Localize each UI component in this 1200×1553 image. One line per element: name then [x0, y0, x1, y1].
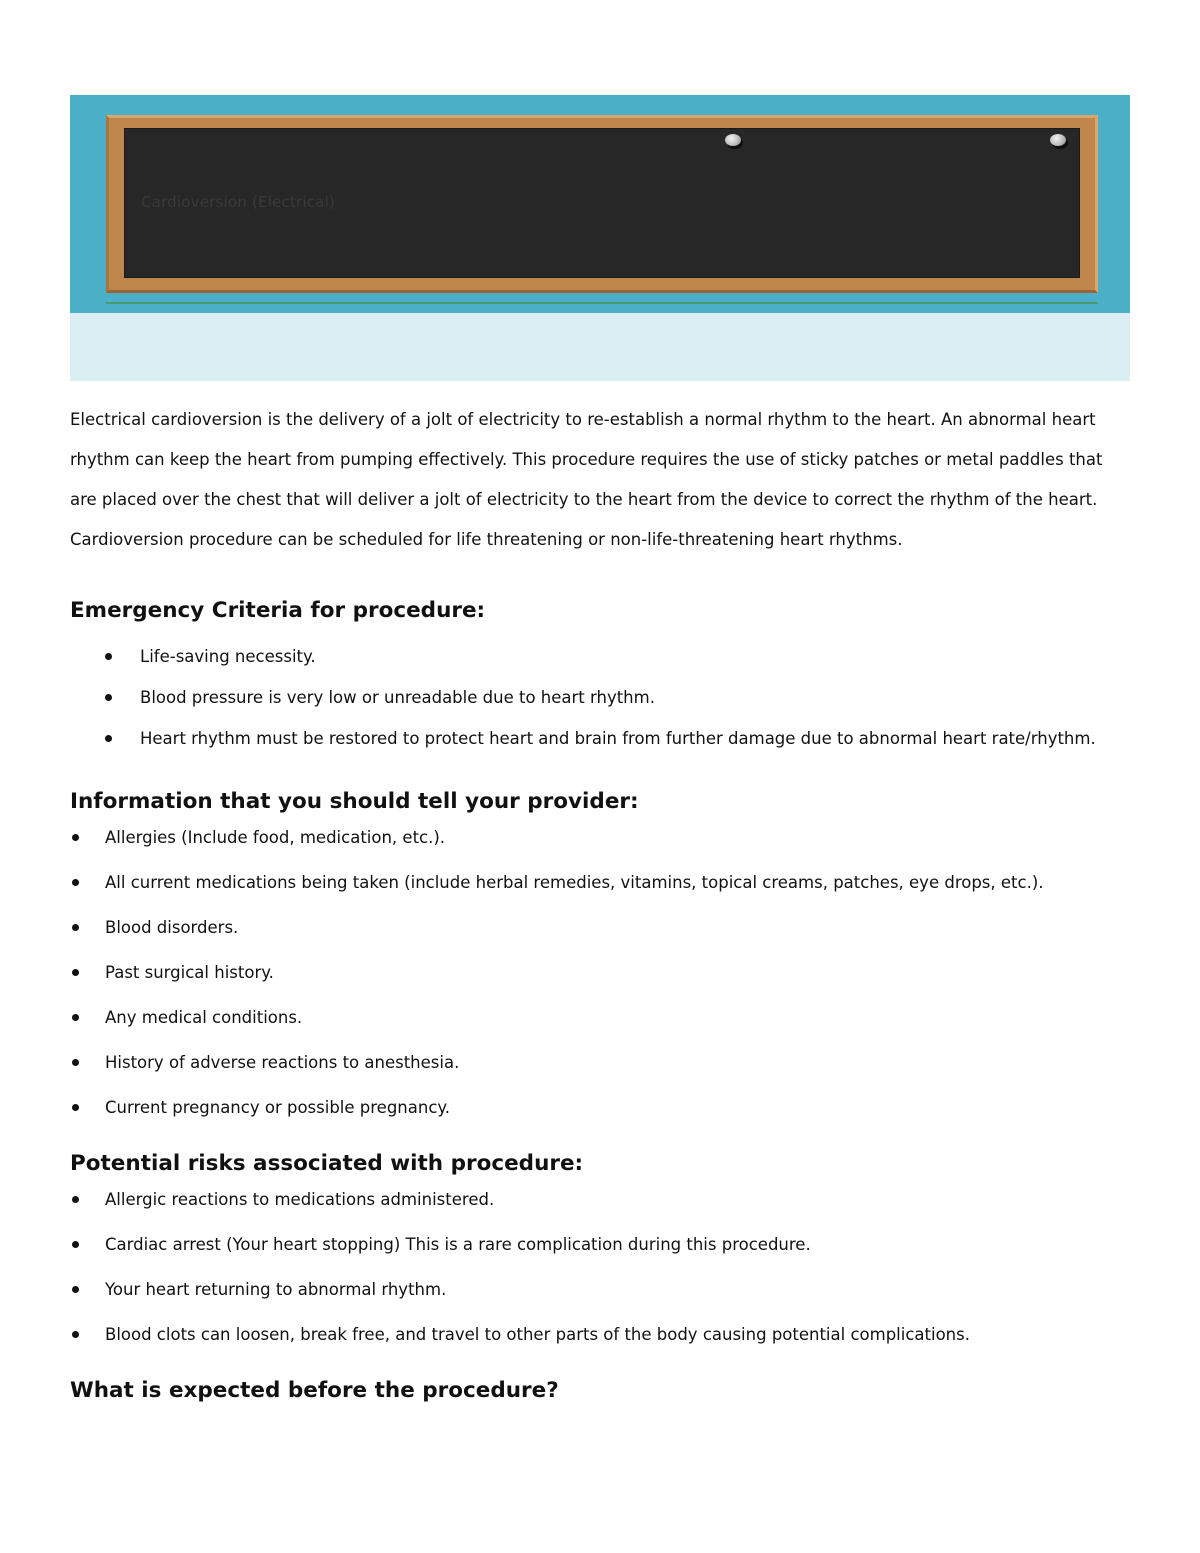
info-heading: Information that you should tell your provider:: [70, 789, 639, 814]
list-item: Past surgical history.: [70, 959, 1130, 986]
pin-icon: [1050, 134, 1066, 146]
header-divider-line: [106, 302, 1098, 304]
pin-icon: [725, 134, 741, 146]
emergency-heading: Emergency Criteria for procedure:: [70, 598, 486, 623]
list-item: Blood clots can loosen, break free, and travel to other parts of the body causing potential complications.: [70, 1321, 1130, 1348]
risks-list: [70, 1186, 1130, 1348]
document-body: [70, 400, 1130, 1403]
chalkboard-frame: [106, 115, 1098, 293]
list-item: Cardiac arrest (Your heart stopping) This is a rare complication during this procedure.: [70, 1231, 1130, 1258]
chalkboard: [124, 128, 1080, 278]
before-heading: What is expected before the procedure?: [70, 1378, 559, 1403]
list-item: Blood pressure is very low or unreadable due to heart rhythm.: [70, 678, 1130, 718]
header-light-band: [70, 313, 1130, 381]
list-item: Allergic reactions to medications administered.: [70, 1186, 1130, 1213]
list-item: Allergies (Include food, medication, etc.).: [70, 824, 1130, 851]
list-item: Current pregnancy or possible pregnancy.: [70, 1094, 1130, 1121]
list-item: Blood disorders.: [70, 914, 1130, 941]
info-list: [70, 824, 1130, 1121]
risks-heading: Potential risks associated with procedure:: [70, 1151, 584, 1176]
list-item: All current medications being taken (include herbal remedies, vitamins, topical creams, patches, eye drops, etc.).: [70, 869, 1130, 896]
list-item: Heart rhythm must be restored to protect heart and brain from further damage due to abnormal heart rate/rhythm.: [70, 719, 1130, 759]
intro-paragraph: Electrical cardioversion is the delivery of a jolt of electricity to re-establish a normal rhythm to the heart. An abnormal heart rhythm can keep the heart from pumping effectively. This procedure requires the use of sticky patches or metal paddles that are placed over the chest that will deliver a jolt of electricity to the heart from the device to correct the rhythm of the heart. Cardioversion procedure can be scheduled for life threatening or non-life-threatening heart rhythms.: [70, 410, 1103, 549]
list-item: Life-saving necessity.: [70, 637, 1130, 677]
list-item: Any medical conditions.: [70, 1004, 1130, 1031]
page-title: Cardioversion (Electrical): [141, 193, 335, 211]
list-item: Your heart returning to abnormal rhythm.: [70, 1276, 1130, 1303]
list-item: History of adverse reactions to anesthesia.: [70, 1049, 1130, 1076]
emergency-list: [70, 637, 1130, 759]
